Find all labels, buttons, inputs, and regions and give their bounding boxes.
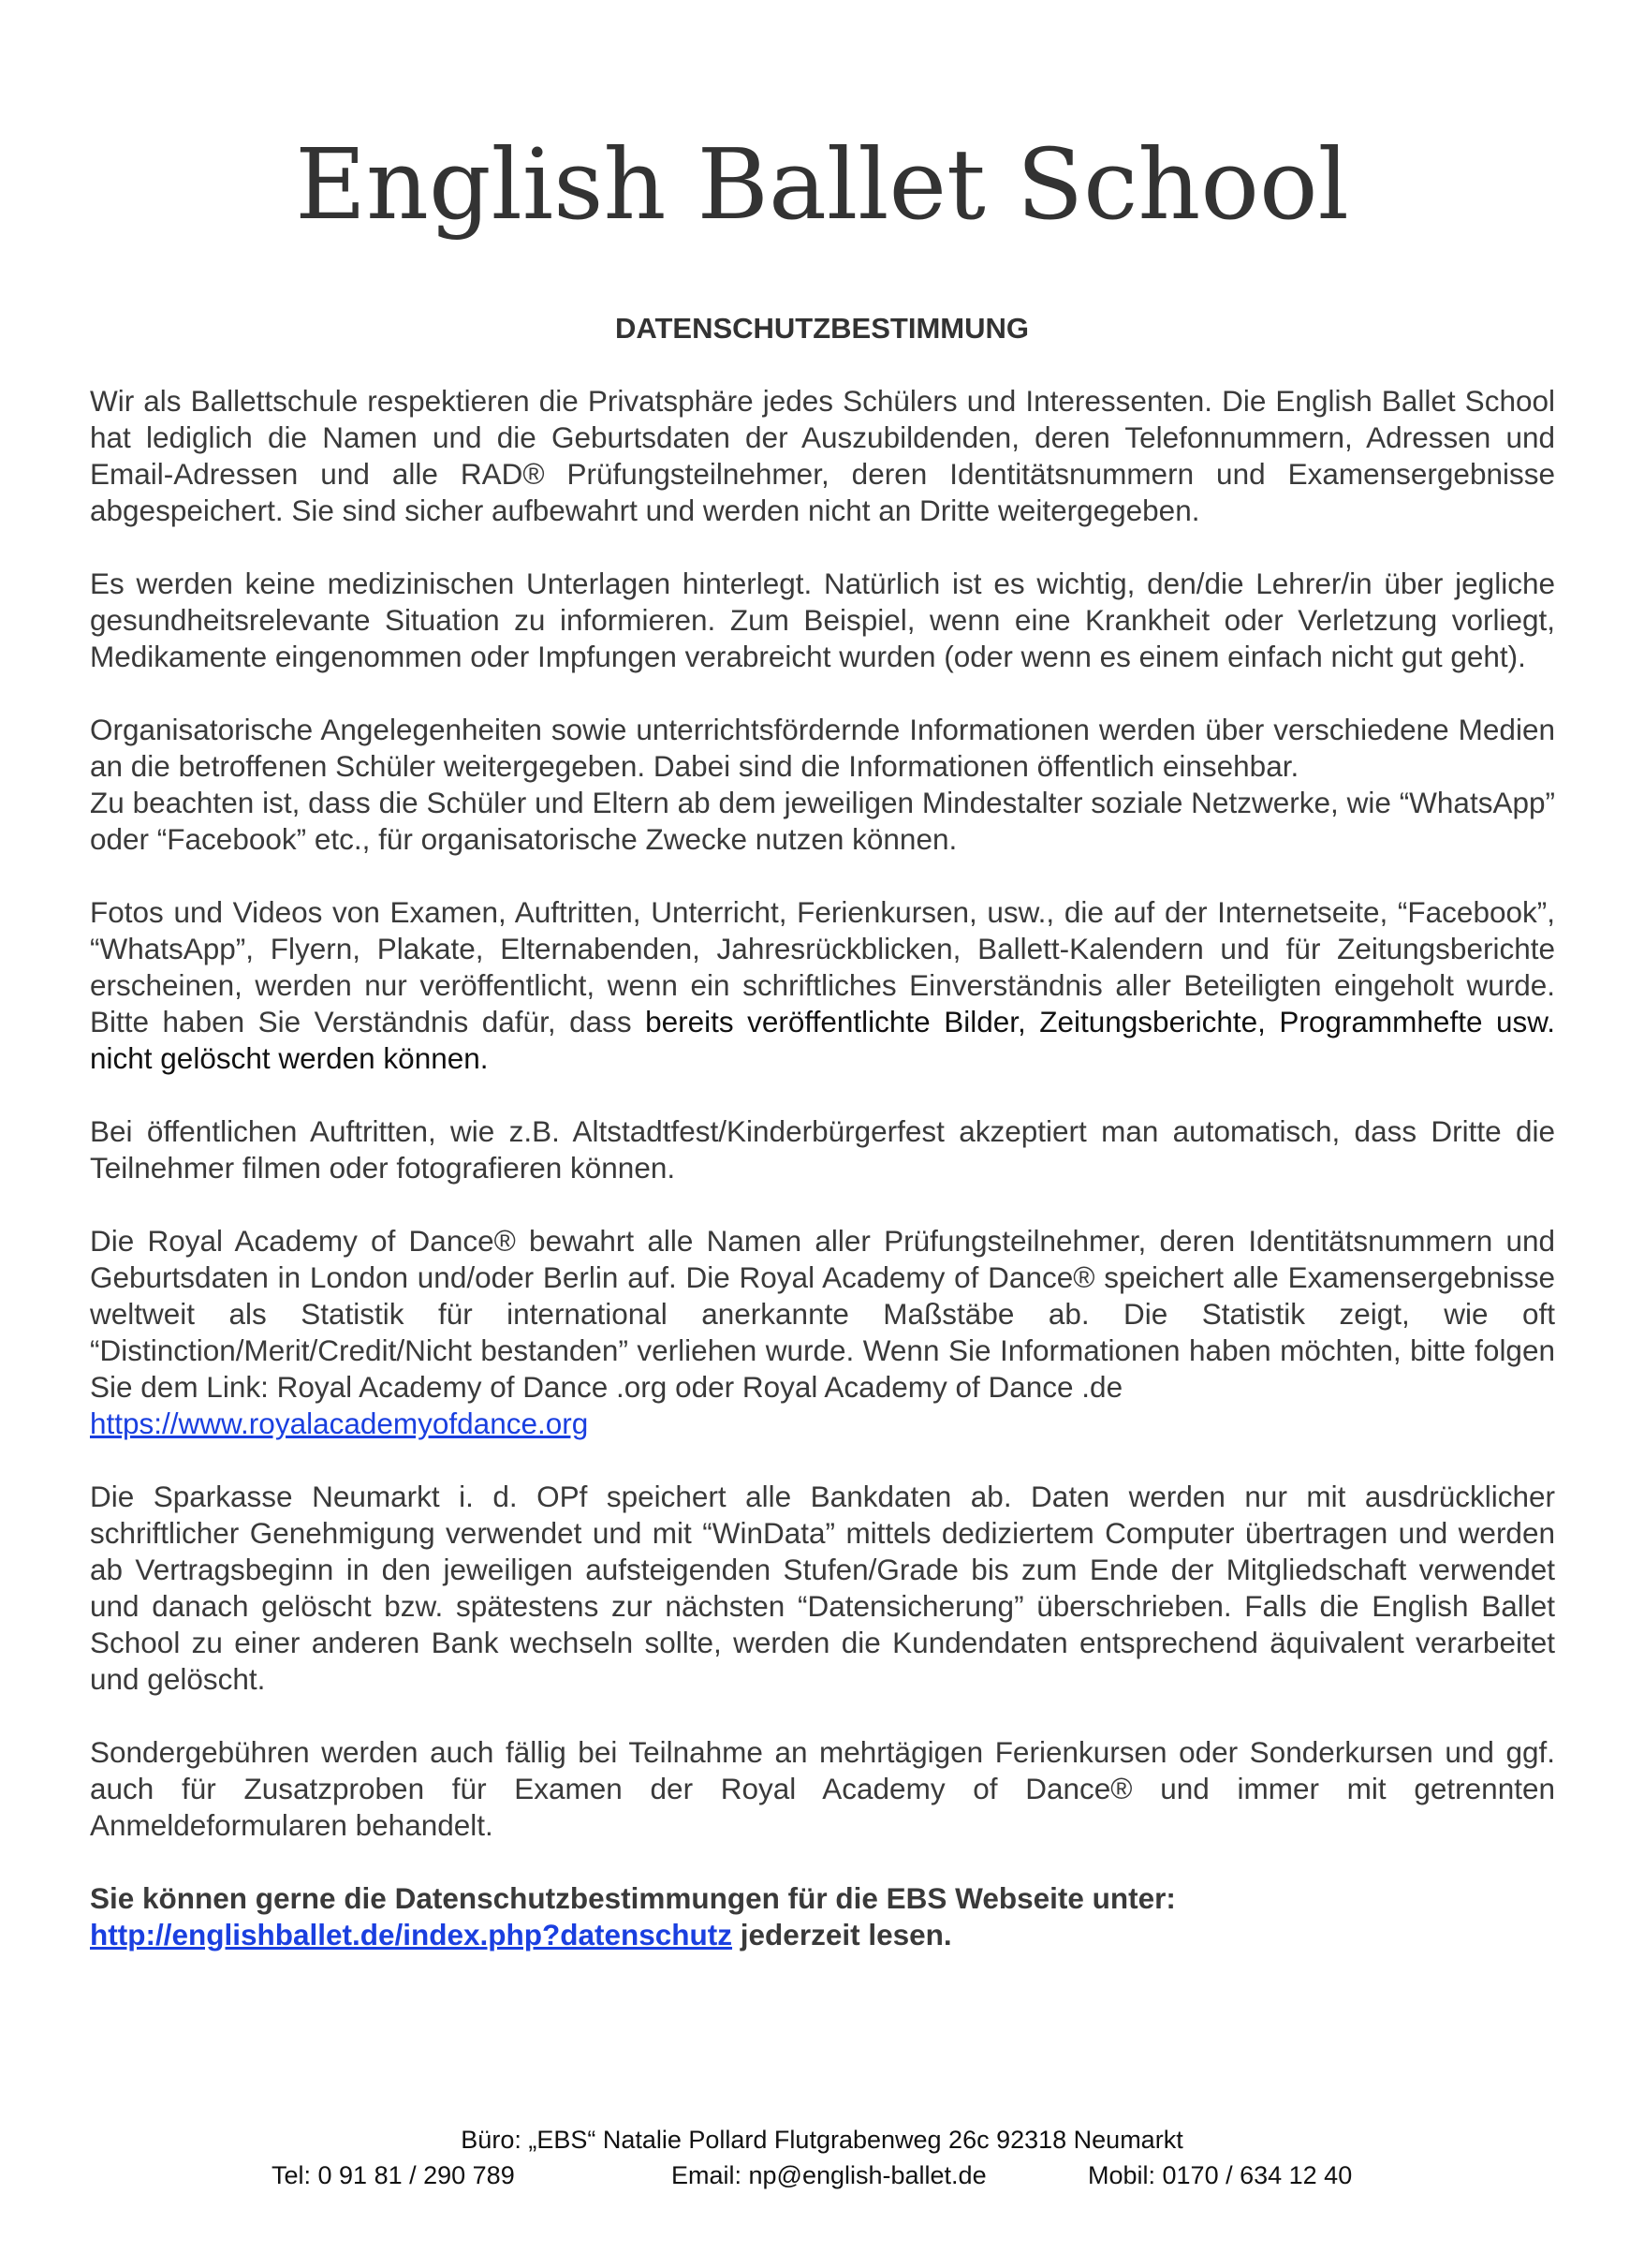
royal-academy-link[interactable]: https://www.royalacademyofdance.org — [90, 1406, 589, 1440]
website-privacy-text: Sie können gerne die Datenschutzbestimmungen für die EBS Webseite unter: — [90, 1881, 1176, 1915]
paragraph-fees: Sondergebühren werden auch fällig bei Teilnahme an mehrtägigen Ferienkursen oder Sonderkursen und ggf. auch für Zusatzproben für Examen der Royal Academy of Dance® und immer mit getrennten Anmeldeformularen behandelt. — [90, 1735, 1555, 1842]
royal-academy-text: Die Royal Academy of Dance® bewahrt alle Namen aller Prüfungsteilnehmer, deren Identitätsnummern und Geburtsdaten in London und/oder Berlin auf. Die Royal Academy of Dance® speichert alle Examensergebnisse weltweit als Statistik für international anerkannte Maßstäbe ab. Die Statistik zeigt, wie oft “Distinction/Merit/Credit/Nicht bestanden” verliehen wurde. Wenn Sie Informationen haben möchten, bitte folgen Sie dem Link: Royal Academy of Dance .org oder Royal Academy of Dance .de — [90, 1224, 1555, 1404]
footer-contacts — [0, 2161, 1644, 2193]
paragraph-social-networks: Zu beachten ist, dass die Schüler und Eltern ab dem jeweiligen Mindestalter soziale Netzwerke, wie “WhatsApp” oder “Facebook” etc., für organisatorische Zwecke nutzen können. — [90, 786, 1555, 856]
footer-mobile: Mobil: 0170 / 634 12 40 — [1088, 2161, 1353, 2189]
photos-notice: bereits veröffentlichte Bilder, Zeitungsberichte, Programmhefte usw. nicht gelöscht werden können. — [90, 1005, 1555, 1075]
paragraph-bank-data: Die Sparkasse Neumarkt i. d. OPf speichert alle Bankdaten ab. Daten werden nur mit ausdrücklicher schriftlicher Genehmigung verwendet und mit “WinData” mittels dediziertem Computer übertragen und werden ab Vertragsbeginn in den jeweiligen aufsteigenden Stufen/Grade bis zum Ende der Mitgliedschaft verwendet und danach gelöscht bzw. spätestens zur nächsten “Datensicherung” überschrieben. Falls die English Ballet School zu einer anderen Bank wechseln sollte, werden die Kundendaten entsprechend äquivalent verarbeitet und gelöscht. — [90, 1480, 1555, 1696]
document-body — [90, 383, 1555, 1990]
paragraph-public-performances: Bei öffentlichen Auftritten, wie z.B. Altstadtfest/Kinderbürgerfest akzeptiert man automatisch, dass Dritte die Teilnehmer filmen oder fotografieren können. — [90, 1114, 1555, 1185]
paragraph-website-privacy — [90, 1880, 1555, 1953]
paragraph-privacy: Wir als Ballettschule respektieren die Privatsphäre jedes Schülers und Interessenten. Die English Ballet School hat lediglich die Namen und die Geburtsdaten der Auszubildenden, deren Telefonnummern, Adressen und Email-Adressen und alle RAD® Prüfungsteilnehmer, deren Identitätsnummern und Examensergebnisse abgespeichert. Sie sind sicher aufbewahrt und werden nicht an Dritte weitergegeben. — [90, 384, 1555, 527]
document-heading: DATENSCHUTZBESTIMMUNG — [614, 312, 1029, 345]
footer-address: Büro: „EBS“ Natalie Pollard Flutgrabenweg 26c 92318 Neumarkt — [461, 2126, 1183, 2154]
school-title: English Ballet School — [295, 127, 1349, 242]
paragraph-royal-academy — [90, 1223, 1555, 1442]
website-privacy-suffix: jederzeit lesen. — [732, 1918, 952, 1951]
website-privacy-link[interactable]: http://englishballet.de/index.php?datenschutz — [90, 1918, 733, 1951]
photos-text: Fotos und Videos von Examen, Auftritten, Unterricht, Ferienkursen, usw., die auf der Internetseite, “Facebook”, “WhatsApp”, Flyern, Plakate, Elternabenden, Jahresrückblicken, Ballett-Kalendern und für Zeitungsberichte erscheinen, werden nur veröffentlicht, wenn ein schriftliches Einverständnis aller Beteiligten eingeholt wurde. Bitte haben Sie Verständnis dafür, dass — [90, 895, 1555, 1038]
paragraph-photos — [90, 894, 1555, 1077]
footer-email: Email: np@english-ballet.de — [671, 2161, 987, 2189]
paragraph-medical: Es werden keine medizinischen Unterlagen hinterlegt. Natürlich ist es wichtig, den/die Lehrer/in über jegliche gesundheitsrelevante Situation zu informieren. Zum Beispiel, wenn eine Krankheit oder Verletzung vorliegt, Medikamente eingenommen oder Impfungen verabreicht wurden (oder wenn es einem einfach nicht gut geht). — [90, 567, 1555, 673]
paragraph-organisation: Organisatorische Angelegenheiten sowie unterrichtsfördernde Informationen werden über verschiedene Medien an die betroffenen Schüler weitergegeben. Dabei sind die Informationen öffentlich einsehbar. — [90, 713, 1555, 783]
footer-phone: Tel: 0 91 81 / 290 789 — [272, 2161, 515, 2189]
